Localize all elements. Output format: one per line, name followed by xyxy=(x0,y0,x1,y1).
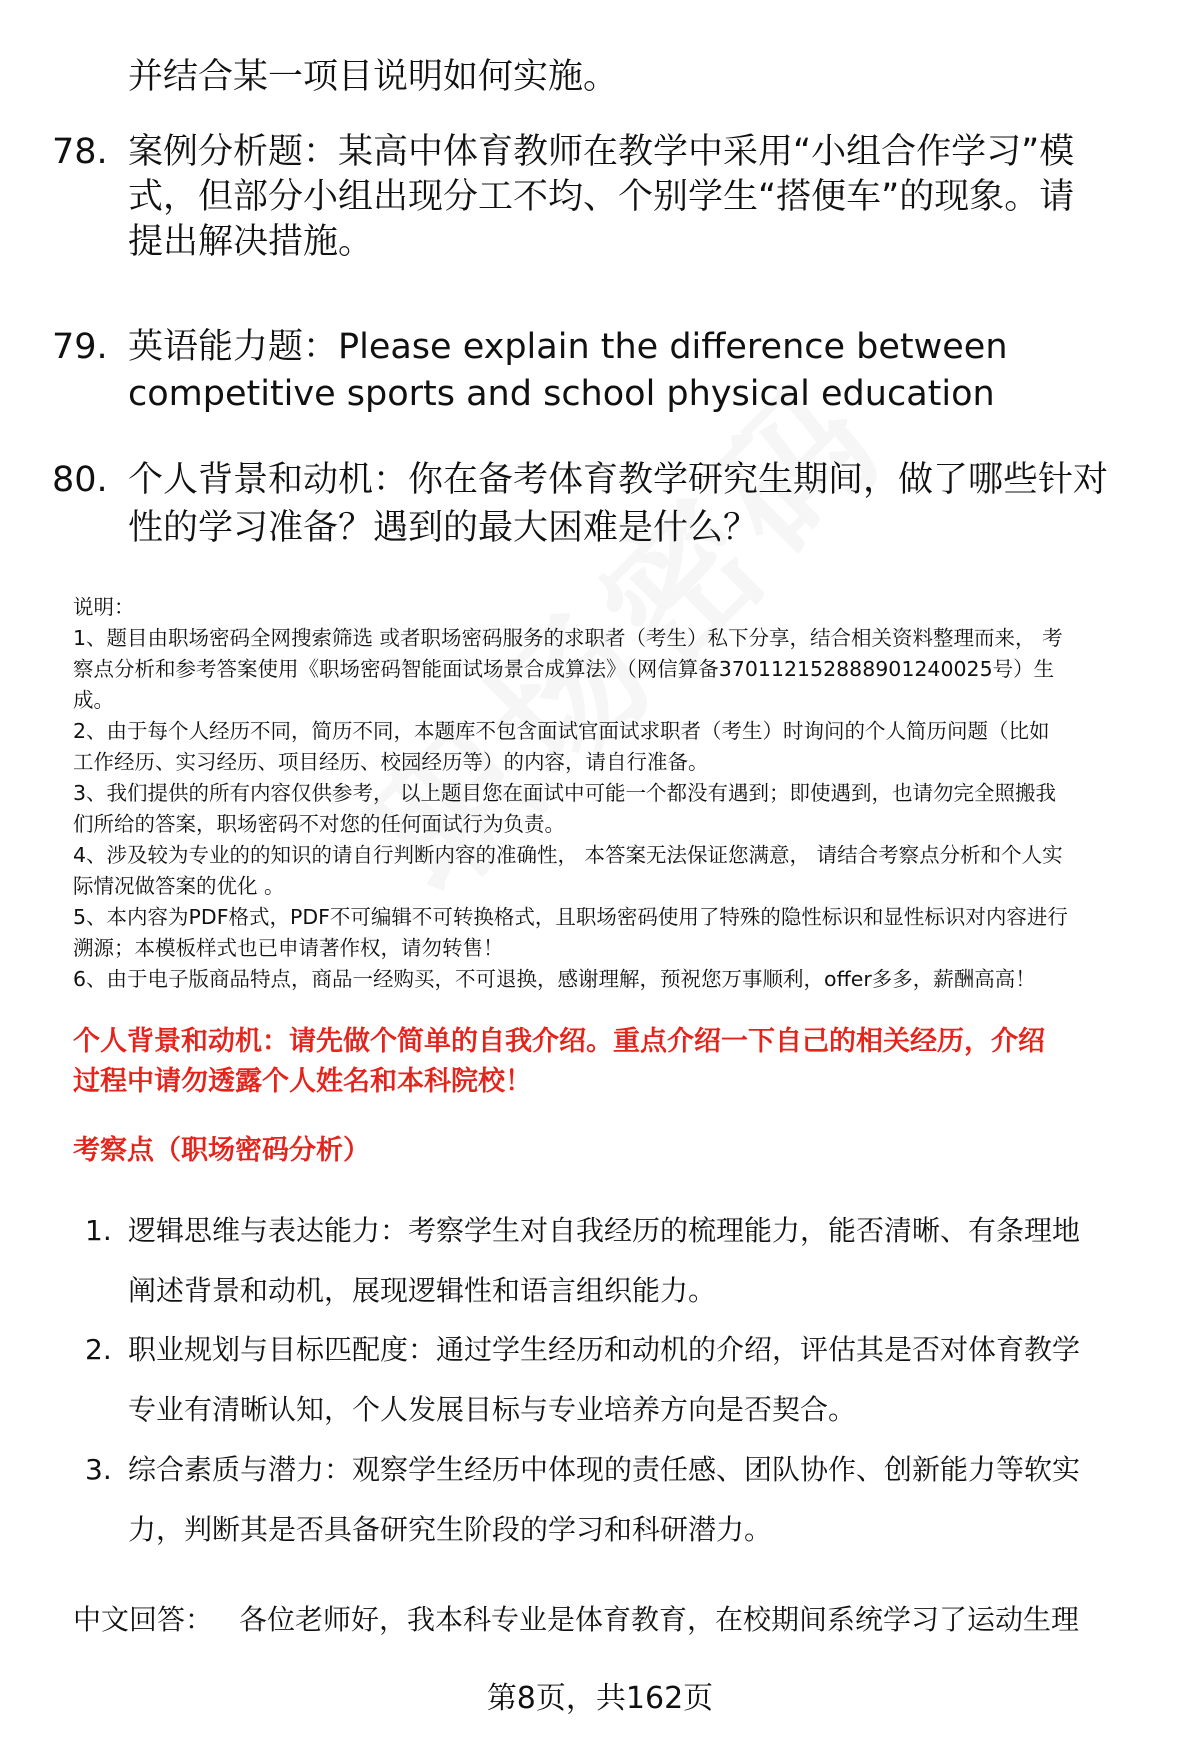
notes-line: 们所给的答案，职场密码不对您的任何面试行为负责。 xyxy=(73,812,565,836)
key-points-heading: 考察点（职场密码分析） xyxy=(73,1135,370,1166)
question-line: 式，但部分小组出现分工不均、个别学生“搭便车”的现象。请 xyxy=(128,177,1075,217)
question-line: 提出解决措施。 xyxy=(128,222,374,262)
notes-line: 6、由于电子版商品特点，商品一经购买，不可退换，感谢理解，预祝您万事顺利，offer多多，薪酬高高！ xyxy=(73,967,1036,991)
question-line: competitive sports and school physical education xyxy=(128,374,995,414)
notes-line: 察点分析和参考答案使用《职场密码智能面试场景合成算法》（网信算备370112152888901240025号）生 xyxy=(73,657,1055,681)
question-line: 个人背景和动机：你在备考体育教学研究生期间，做了哪些针对 xyxy=(128,460,1109,500)
notes-line: 4、涉及较为专业的的知识的请自行判断内容的准确性， 本答案无法保证您满意， 请结合考察点分析和个人实 xyxy=(73,843,1063,867)
answer-label: 中文回答： xyxy=(73,1603,214,1636)
question-number: 78. xyxy=(52,132,108,172)
key-point-number: 3. xyxy=(85,1453,112,1486)
key-point-number: 1. xyxy=(85,1214,112,1247)
key-point-line: 力，判断其是否具备研究生阶段的学习和科研潜力。 xyxy=(128,1513,773,1546)
notes-line: 1、题目由职场密码全网搜索筛选 或者职场密码服务的求职者（考生）私下分享，结合相关资料整理而来， 考 xyxy=(73,626,1063,650)
highlight-question-line: 过程中请勿透露个人姓名和本科院校！ xyxy=(73,1066,532,1097)
question-line: 英语能力题：Please explain the difference between xyxy=(128,327,1008,367)
notes-line: 工作经历、实习经历、项目经历、校园经历等）的内容，请自行准备。 xyxy=(73,750,709,774)
notes-line: 5、本内容为PDF格式，PDF不可编辑不可转换格式，且职场密码使用了特殊的隐性标识和显性标识对内容进行 xyxy=(73,905,1068,929)
answer-text: 各位老师好，我本科专业是体育教育，在校期间系统学习了运动生理 xyxy=(239,1603,1080,1636)
highlight-question-line: 个人背景和动机：请先做个简单的自我介绍。重点介绍一下自己的相关经历，介绍 xyxy=(73,1026,1045,1057)
question-number: 80. xyxy=(52,460,108,500)
key-point-line: 职业规划与目标匹配度：通过学生经历和动机的介绍，评估其是否对体育教学 xyxy=(128,1333,1081,1366)
notes-line: 2、由于每个人经历不同，简历不同，本题库不包含面试官面试求职者（考生）时询问的个人简历问题（比如 xyxy=(73,719,1050,743)
key-point-line: 专业有清晰认知，个人发展目标与专业培养方向是否契合。 xyxy=(128,1393,857,1426)
question-line: 案例分析题：某高中体育教师在教学中采用“小组合作学习”模 xyxy=(128,132,1075,172)
notes-line: 3、我们提供的所有内容仅供参考， 以上题目您在面试中可能一个都没有遇到；即使遇到，也请勿完全照搬我 xyxy=(73,781,1057,805)
question-line: 性的学习准备？遇到的最大困难是什么？ xyxy=(128,508,759,548)
answer-paragraph xyxy=(73,1600,1079,1640)
key-point-number: 2. xyxy=(85,1333,112,1366)
key-point-line: 逻辑思维与表达能力：考察学生对自我经历的梳理能力，能否清晰、有条理地 xyxy=(128,1214,1081,1247)
notes-title: 说明： xyxy=(73,595,135,619)
notes-line: 际情况做答案的优化 。 xyxy=(73,874,285,898)
key-point-line: 综合素质与潜力：观察学生经历中体现的责任感、团队协作、创新能力等软实 xyxy=(128,1453,1081,1486)
notes-section xyxy=(73,592,1163,995)
notes-line: 成。 xyxy=(73,688,114,712)
key-point-line: 阐述背景和动机，展现逻辑性和语言组织能力。 xyxy=(128,1274,717,1307)
question-number: 79. xyxy=(52,327,108,367)
previous-question-tail: 并结合某一项目说明如何实施。 xyxy=(128,57,619,97)
page-footer: 第8页，共162页 xyxy=(486,1681,714,1716)
notes-line: 溯源；本模板样式也已申请著作权，请勿转售！ xyxy=(73,936,504,960)
